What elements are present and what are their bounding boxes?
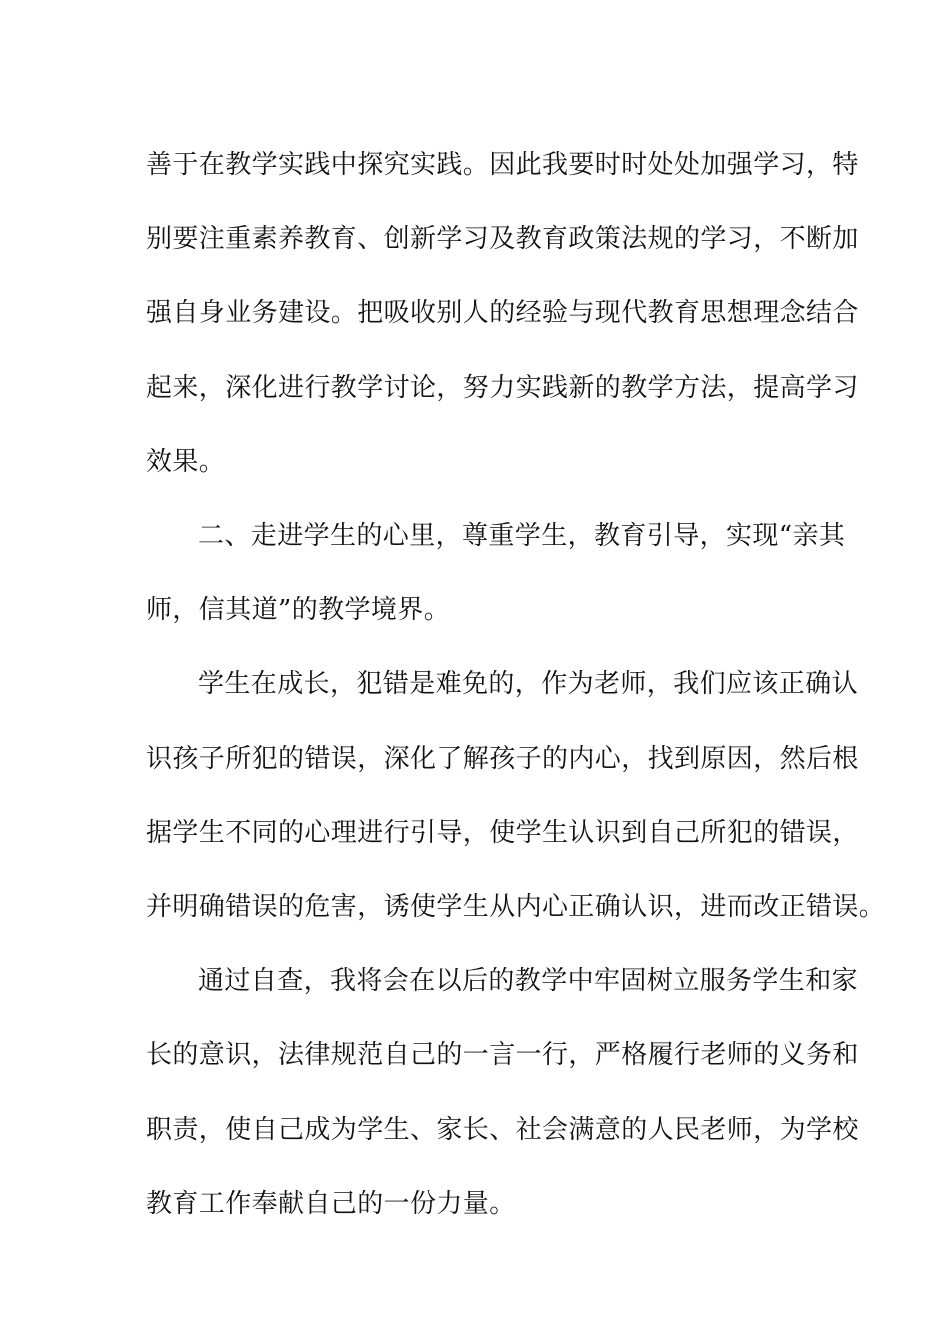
paragraph-line: 教育工作奉献自己的一份力量。: [146, 1188, 516, 1219]
paragraph-line: 识孩子所犯的错误，深化了解孩子的内心，找到原因，然后根: [146, 743, 859, 774]
paragraph-line: 职责，使自己成为学生、家长、社会满意的人民老师，为学校: [146, 1114, 859, 1145]
document-body: [146, 128, 886, 1241]
paragraph-4: [146, 944, 859, 1241]
paragraph-line: 二、走进学生的心里，尊重学生，教育引导，实现“亲其: [198, 521, 846, 552]
paragraph-line: 善于在教学实践中探究实践。因此我要时时处处加强学习，特: [146, 150, 859, 180]
paragraph-line: 学生在成长，犯错是难免的，作为老师，我们应该正确认: [198, 669, 859, 700]
paragraph-1: [146, 128, 859, 499]
paragraph-line: 强自身业务建设。把吸收别人的经验与现代教育思想理念结合: [146, 298, 859, 329]
paragraph-line: 师，信其道”的教学境界。: [146, 595, 451, 626]
paragraph-2-section-heading: [146, 499, 846, 647]
paragraph-3: [146, 647, 886, 944]
paragraph-line: 通过自查，我将会在以后的教学中牢固树立服务学生和家: [198, 966, 859, 997]
paragraph-line: 起来，深化进行教学讨论，努力实践新的教学方法，提高学习: [146, 372, 859, 403]
paragraph-line: 效果。: [146, 446, 226, 477]
paragraph-line: 并明确错误的危害，诱使学生从内心正确认识，进而改正错误。: [146, 892, 886, 923]
paragraph-line: 别要注重素养教育、创新学习及教育政策法规的学习，不断加: [146, 224, 859, 255]
paragraph-line: 据学生不同的心理进行引导，使学生认识到自己所犯的错误，: [146, 817, 859, 848]
paragraph-line: 长的意识，法律规范自己的一言一行，严格履行老师的义务和: [146, 1040, 859, 1071]
